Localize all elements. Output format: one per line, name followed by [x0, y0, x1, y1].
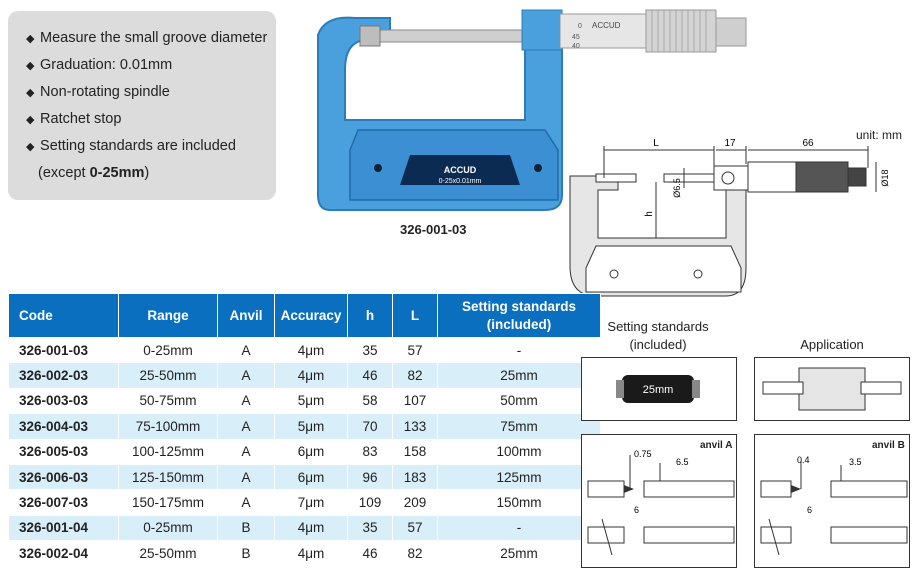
table-cell: 4μm: [275, 515, 348, 540]
table-cell: 35: [348, 515, 393, 540]
table-cell: A: [218, 363, 275, 388]
dim-d18: Ø18: [880, 169, 890, 187]
table-row: [9, 490, 601, 515]
table-cell: 326-005-03: [9, 439, 119, 464]
feature-panel: [8, 11, 276, 200]
dim-04: 0.4: [797, 455, 810, 465]
table-cell: 326-001-04: [9, 515, 119, 540]
table-cell: B: [218, 515, 275, 540]
table-cell: 0-25mm: [119, 515, 218, 540]
table-cell: 25-50mm: [119, 363, 218, 388]
feature-item: ◆ Graduation: 0.01mm: [26, 52, 276, 79]
table-cell: 125-150mm: [119, 464, 218, 489]
table-cell: -: [438, 338, 601, 363]
feature-item: ◆ Setting standards are included: [26, 133, 276, 160]
table-cell: 82: [393, 541, 438, 566]
product-caption: 326-001-03: [400, 222, 467, 237]
table-row: [9, 439, 601, 464]
table-cell: 25-50mm: [119, 541, 218, 566]
table-cell: 6μm: [275, 464, 348, 489]
table-cell: 326-006-03: [9, 464, 119, 489]
table-cell: 4μm: [275, 338, 348, 363]
col-standards: Setting standards (included): [438, 294, 601, 338]
table-cell: 326-003-03: [9, 388, 119, 413]
standard-size: 25mm: [642, 384, 674, 396]
table-cell: 125mm: [438, 464, 601, 489]
table-cell: 57: [393, 515, 438, 540]
table-cell: 46: [348, 363, 393, 388]
table-cell: 326-007-03: [9, 490, 119, 515]
bullet-icon: ◆: [26, 87, 35, 99]
standards-panel: [581, 357, 737, 421]
micrometer-photo: [300, 0, 570, 220]
thimble-mark: 40: [572, 43, 580, 50]
table-cell: 96: [348, 464, 393, 489]
col-code: Code: [9, 294, 119, 338]
table-cell: 5μm: [275, 388, 348, 413]
table-cell: A: [218, 388, 275, 413]
bullet-icon: ◆: [26, 60, 35, 72]
unit-label: unit: mm: [856, 128, 903, 142]
table-cell: 50-75mm: [119, 388, 218, 413]
table-cell: 4μm: [275, 541, 348, 566]
table-row: [9, 515, 601, 540]
dim-6: 6: [634, 505, 640, 515]
application-title: Application: [800, 337, 864, 352]
dim-35: 3.5: [849, 457, 862, 467]
table-cell: 58: [348, 388, 393, 413]
feature-item: ◆ Measure the small groove diameter: [26, 25, 276, 52]
table-cell: A: [218, 464, 275, 489]
dim-66: 66: [802, 138, 814, 149]
table-cell: 82: [393, 363, 438, 388]
table-cell: 100mm: [438, 439, 601, 464]
table-cell: 7μm: [275, 490, 348, 515]
table-cell: 50mm: [438, 388, 601, 413]
table-cell: 158: [393, 439, 438, 464]
range-engraving: 0-25x0.01mm: [438, 178, 482, 185]
table-cell: 107: [393, 388, 438, 413]
dim-075: 0.75: [634, 449, 652, 459]
col-accuracy: Accuracy: [275, 294, 348, 338]
anvil-a-panel: [581, 434, 737, 568]
brand-engraving: ACCUD: [592, 21, 621, 30]
table-row: [9, 541, 601, 566]
table-cell: 46: [348, 541, 393, 566]
table-cell: B: [218, 541, 275, 566]
dim-L: L: [653, 138, 659, 149]
spec-table: [8, 293, 601, 567]
table-cell: 25mm: [438, 541, 601, 566]
anvil-a-label: anvil A: [700, 440, 733, 451]
table-cell: 183: [393, 464, 438, 489]
thimble-image: [560, 6, 760, 56]
thimble-mark: 0: [578, 23, 582, 30]
table-cell: 6μm: [275, 439, 348, 464]
table-row: [9, 338, 601, 363]
table-cell: A: [218, 439, 275, 464]
table-cell: 326-002-03: [9, 363, 119, 388]
table-cell: 75mm: [438, 414, 601, 439]
table-cell: 326-001-03: [9, 338, 119, 363]
table-cell: 35: [348, 338, 393, 363]
bullet-icon: ◆: [26, 114, 35, 126]
table-cell: 0-25mm: [119, 338, 218, 363]
dim-h: h: [644, 211, 655, 217]
table-cell: 4μm: [275, 363, 348, 388]
standards-title: Setting standards (included): [607, 319, 709, 352]
dimension-drawing: [556, 128, 908, 300]
table-row: [9, 414, 601, 439]
thimble-mark: 45: [572, 34, 580, 41]
table-cell: A: [218, 414, 275, 439]
table-row: [9, 464, 601, 489]
anvil-b-panel: [754, 434, 910, 568]
application-image: [755, 358, 909, 420]
anvil-b-label: anvil B: [872, 440, 905, 451]
table-cell: 25mm: [438, 363, 601, 388]
table-cell: A: [218, 490, 275, 515]
bullet-icon: ◆: [26, 33, 35, 45]
table-cell: 100-125mm: [119, 439, 218, 464]
brand-logo: ACCUD: [443, 165, 477, 175]
table-cell: A: [218, 338, 275, 363]
anvil-b-drawing: [755, 435, 909, 567]
bullet-icon: ◆: [26, 141, 35, 153]
table-row: [9, 363, 601, 388]
setting-standard-image: [582, 358, 736, 420]
table-header: [9, 294, 601, 338]
dim-65: 6.5: [676, 457, 689, 467]
table-cell: 209: [393, 490, 438, 515]
table-cell: 5μm: [275, 414, 348, 439]
table-cell: 70: [348, 414, 393, 439]
dim-d65: Ø6.5: [672, 178, 682, 198]
table-cell: 57: [393, 338, 438, 363]
table-cell: 133: [393, 414, 438, 439]
table-cell: 109: [348, 490, 393, 515]
table-row: [9, 388, 601, 413]
table-cell: 326-002-04: [9, 541, 119, 566]
table-cell: 83: [348, 439, 393, 464]
col-h: h: [348, 294, 393, 338]
table-cell: -: [438, 515, 601, 540]
table-cell: 150-175mm: [119, 490, 218, 515]
table-cell: 75-100mm: [119, 414, 218, 439]
col-range: Range: [119, 294, 218, 338]
dim-17: 17: [724, 138, 736, 149]
col-L: L: [393, 294, 438, 338]
table-cell: 326-004-03: [9, 414, 119, 439]
dim-6: 6: [807, 505, 813, 515]
feature-note: (except 0-25mm): [38, 165, 150, 181]
application-panel: [754, 357, 910, 421]
col-anvil: Anvil: [218, 294, 275, 338]
anvil-a-drawing: [582, 435, 736, 567]
table-cell: 150mm: [438, 490, 601, 515]
feature-item: ◆ Non-rotating spindle: [26, 79, 276, 106]
feature-item: ◆ Ratchet stop: [26, 106, 276, 133]
